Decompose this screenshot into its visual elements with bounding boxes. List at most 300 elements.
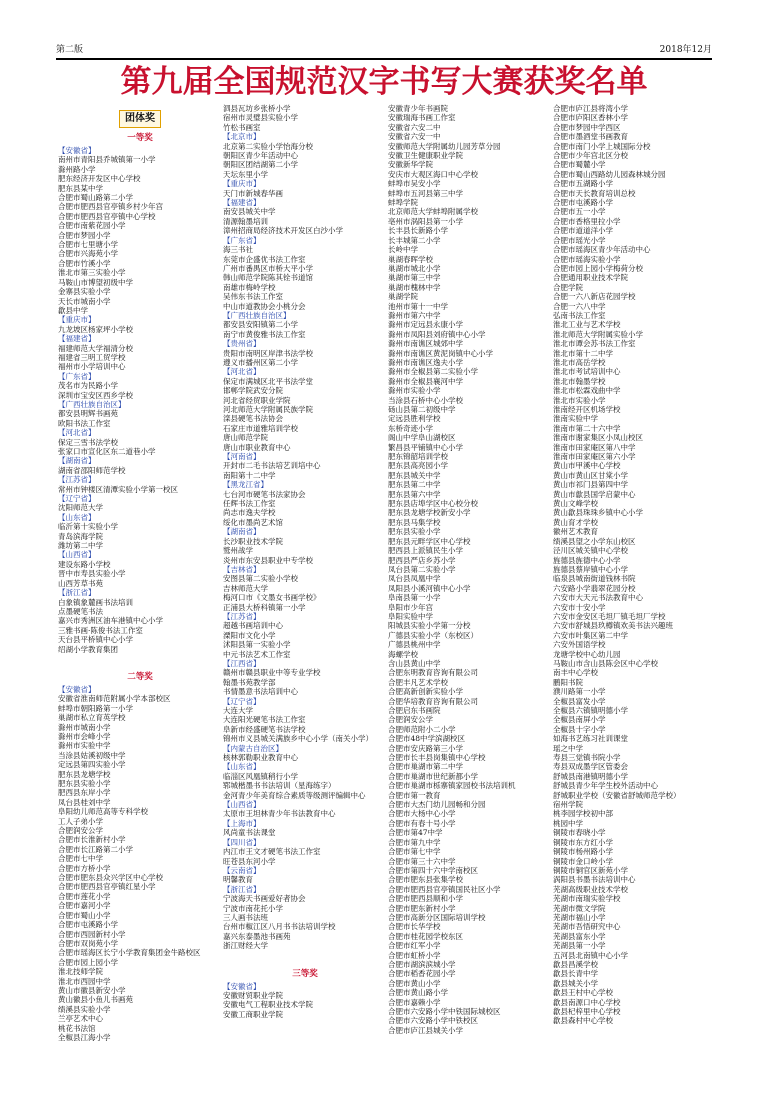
list-second-col2 — [223, 104, 387, 951]
list-item: 六安外国语学校 — [553, 640, 606, 650]
list-item: 肥东县某中学 — [58, 183, 103, 193]
list-item: 歙县杞梓里中心学校 — [553, 1007, 621, 1016]
list-item: 淮北市实验小学 — [553, 395, 606, 405]
list-item: 铜陵市铜官区新苑小学 — [553, 865, 628, 875]
list-item: 绩溪县望之小学东山校区 — [553, 536, 636, 546]
list-item: 绍湖小学教育集团 — [58, 644, 118, 654]
list-item: 合肥市瑶海实验小学 — [553, 254, 621, 264]
list-item: 旌德县蔡岸镇中心小学 — [553, 564, 628, 574]
region-heading: 【广西壮族自治区】 — [58, 399, 126, 409]
list-item: 合肥市南门小学上城国际分校 — [553, 141, 651, 151]
list-item: 清源翰墨培训 — [223, 216, 268, 226]
list-item: 歙县中学 — [58, 305, 88, 315]
list-item: 滁州市南谯区逸夫小学 — [388, 357, 463, 367]
list-item: 合肥市有春十号小学 — [388, 818, 456, 828]
list-item: 临沂第十实验小学 — [58, 522, 118, 532]
region-heading: 【山西省】 — [58, 550, 96, 560]
list-item: 海三书社 — [223, 245, 253, 255]
list-item: 金河青少年美育综合素质等级测评编辑中心 — [223, 790, 366, 800]
region-heading: 【辽宁省】 — [58, 494, 96, 504]
list-item: 滁州路小学 — [58, 164, 96, 174]
list-second-col1 — [58, 685, 222, 1042]
list-item: 淮北技师学院 — [58, 967, 103, 977]
list-item: 合肥市红军小学 — [388, 941, 441, 951]
list-item: 合肥市西园新村小学 — [58, 929, 126, 939]
list-item: 临泉县城南街道钱林书院 — [553, 574, 636, 584]
list-item: 淮北市第十二中学 — [553, 348, 613, 358]
list-item: 风尚童书法课堂 — [223, 828, 276, 838]
list-item: 合肥市黄山路小学 — [388, 988, 448, 998]
list-item: 芜湖市福山小学 — [553, 912, 606, 922]
list-item: 滁州市全椒县襄河中学 — [388, 376, 463, 386]
region-heading: 【江西省】 — [223, 658, 261, 668]
list-item: 合肥市第一教育 — [388, 790, 441, 800]
list-item: 黄山育才学校 — [553, 517, 598, 527]
list-item: 淮北市西园中学 — [58, 976, 111, 986]
list-item: 合肥华培教育咨询有限公司 — [388, 696, 478, 706]
list-item: 滁州市城南小学 — [58, 722, 111, 732]
list-item: 歙县昌溪学校 — [553, 959, 598, 969]
edition-label: 第二版 — [56, 45, 84, 55]
list-item: 合肥市长华学校 — [388, 922, 441, 932]
region-heading: 【安徽省】 — [223, 981, 261, 991]
list-item: 黄山歙县珠珠乡镇中心小学 — [553, 508, 643, 518]
list-item: 合肥市六安路小学中铁国际城校区 — [388, 1007, 501, 1016]
list-item: 都安县明辉书画苑 — [58, 409, 118, 419]
list-item: 全椒县南屏小学 — [553, 715, 606, 725]
list-item: 安徽省淮南师范附属小学本部校区 — [58, 694, 171, 704]
list-item: 郓城楷墨书书法培训（星海练字） — [223, 781, 336, 791]
list-item: 蚌埠市五河县第三中学 — [388, 188, 463, 198]
list-item: 当涂县姑溪初级中学 — [58, 750, 126, 760]
list-item: 合肥市南紫花园小学 — [58, 221, 126, 231]
list-item: 贵阳市南明区岸津书法学校 — [223, 348, 313, 358]
list-item: 安徽省六安一中 — [388, 132, 441, 142]
list-item: 韩山师范学院陈其铨书道馆 — [223, 273, 313, 283]
list-item: 蚌埠学院 — [388, 198, 418, 208]
list-item: 朝阳区青少年活动中心 — [223, 151, 298, 161]
list-item: 合肥市园上园小学 — [58, 957, 118, 967]
list-item: 沈阳师范大学 — [58, 503, 103, 513]
list-item: 全椒县富发小学 — [553, 696, 606, 706]
list-first-col1 — [58, 146, 222, 654]
list-item: 六安市叶集区第二中学 — [553, 630, 628, 640]
list-item: 山西芳草书苑 — [58, 578, 103, 588]
region-heading: 【吉林省】 — [223, 564, 261, 574]
list-item: 核林郭勒职业教育中心 — [223, 753, 298, 763]
list-item: 淮北市高岳学校 — [553, 357, 606, 367]
list-item: 合肥一六八新店花园学校 — [553, 292, 636, 302]
list-item: 滁州市会峰小学 — [58, 731, 111, 741]
list-item: 芜湖市南瑞实验学校 — [553, 894, 621, 904]
list-item: 阜阳市少年宫 — [388, 602, 433, 612]
region-heading: 【辽宁省】 — [223, 696, 261, 706]
list-item: 明馨教育 — [223, 875, 253, 885]
list-item: 欧阳书法工作室 — [58, 418, 111, 428]
page-header — [56, 44, 712, 60]
list-item: 弘南书法工作室 — [553, 310, 606, 320]
list-item: 合肥市方桥小学 — [58, 863, 111, 873]
list-item: 桃花书法馆 — [58, 1023, 96, 1033]
list-item: 阜阳幼儿师范高等专科学校 — [58, 807, 148, 817]
list-item: 濮川路第一小学 — [553, 687, 606, 697]
list-item: 寿县三觉镇书院小学 — [553, 753, 621, 763]
list-item: 南安县城关中学 — [223, 207, 276, 217]
issue-date: 2018年12月 — [659, 45, 712, 55]
list-item: 合肥市少年宫北区分校 — [553, 151, 628, 161]
list-item: 合肥启东书画院 — [388, 706, 441, 715]
region-heading: 【浙江省】 — [58, 588, 96, 598]
list-item: 如海书艺练习社训课堂 — [553, 734, 628, 744]
list-item: 开封市二毛书法培艺训培中心 — [223, 461, 321, 471]
list-item: 中元书法艺术工作室 — [223, 649, 291, 659]
column-2 — [223, 104, 387, 1094]
list-item: 湖南省邵阳师范学校 — [58, 465, 126, 475]
list-item: 合肥市第七中学 — [388, 847, 441, 857]
list-item: 巢湖市私立育英学校 — [58, 713, 126, 723]
list-item: 尚志市逸夫学校 — [223, 508, 276, 518]
region-heading: 【广东省】 — [58, 371, 96, 381]
list-third-col4 — [553, 104, 717, 1026]
list-item: 定远县第四实验小学 — [58, 760, 126, 770]
list-item: 合肥市七里塘小学 — [58, 240, 118, 250]
list-item: 安徽青少年书画院 — [388, 104, 448, 113]
list-item: 中山市道教协会小桃分会 — [223, 301, 306, 311]
list-item: 石家庄市道雅培训学校 — [223, 423, 298, 433]
list-item: 北京第二实验小学怡海分校 — [223, 141, 313, 151]
list-item: 合肥市蜀山路第二小学 — [58, 193, 133, 203]
list-item: 滁州市实验中学 — [58, 741, 111, 751]
list-item: 滁州市凤阳县刘府镇中心小学 — [388, 329, 486, 339]
list-item: 黄山文峰学校 — [553, 499, 598, 509]
list-item: 合肥市蜀山西路幼儿园森林城分园 — [553, 169, 666, 179]
list-item: 当涂县石桥中心小学校 — [388, 395, 463, 405]
list-item: 合肥市高新分区国际培训学校 — [388, 912, 486, 922]
region-heading: 【浙江省】 — [223, 884, 261, 894]
list-item: 宁波市南花托小学 — [223, 903, 283, 913]
list-item: 歙县王村中心学校 — [553, 988, 613, 998]
list-item: 合肥市七中学 — [58, 854, 103, 864]
list-item: 合肥市瑶光小学 — [553, 235, 606, 245]
list-item: 全椒县十字小学 — [553, 724, 606, 734]
list-item: 肥东锦韶培训学校 — [388, 452, 448, 462]
list-item: 合肥市黄山小学 — [388, 978, 441, 988]
list-item: 吉林师范大学 — [223, 583, 268, 593]
list-item: 七台河市硬笔书法家协会 — [223, 489, 306, 499]
section-title: 团体奖 — [58, 106, 222, 128]
list-item: 马鞍山市博望初级中学 — [58, 277, 133, 287]
list-item: 淮北师范大学附属实验小学 — [553, 329, 643, 339]
tier-third-title: 三等奖 — [292, 968, 318, 979]
list-item: 合肥市竹溪小学 — [58, 258, 111, 268]
list-item: 安徽卫生健康职业学院 — [388, 151, 463, 161]
region-heading: 【上海市】 — [223, 818, 261, 828]
list-item: 合肥通用职业技术学院 — [553, 273, 628, 283]
list-item: 淮北工业与艺术学校 — [553, 320, 621, 330]
list-item: 宿州学院 — [553, 800, 583, 810]
region-heading: 【河北省】 — [223, 367, 261, 377]
list-item: 合肥一六八中学 — [553, 301, 606, 311]
list-item: 合肥市庐阳区香林小学 — [553, 113, 628, 123]
list-item: 全椒县江海小学 — [58, 1032, 111, 1042]
list-item: 桃李园学校初中部 — [553, 809, 613, 819]
list-item: 龙塘学校中心幼儿园 — [553, 649, 621, 659]
region-heading: 【重庆市】 — [223, 179, 261, 189]
list-item: 合肥市蜀麓小学 — [553, 160, 606, 170]
list-item: 安徽新华学院 — [388, 160, 433, 170]
list-item: 南阳第十二中学 — [223, 470, 276, 480]
list-item: 巢湖春晖学校 — [388, 254, 433, 264]
list-item: 巢湖市城北小学 — [388, 263, 441, 273]
list-item: 淮南市第二十六中学 — [553, 423, 621, 433]
list-item: 含山县黄山中学 — [388, 658, 441, 668]
list-item: 合肥市五一小学 — [553, 207, 606, 217]
list-item: 合肥市香格里拉小学 — [553, 216, 621, 226]
list-item: 溧阳市文化小学 — [223, 630, 276, 640]
list-item: 长丰城第二小学 — [388, 235, 441, 245]
list-item: 蚌埠市吴安小学 — [388, 179, 441, 189]
list-item: 阳城县实验小学第一分校 — [388, 621, 471, 631]
region-heading: 【北京市】 — [223, 132, 261, 142]
list-item: 合肥市庐江县将湾小学 — [553, 104, 628, 113]
list-item: 长丰县长新路小学 — [388, 226, 448, 236]
list-item: 合肥市梦园小学 — [58, 230, 111, 240]
list-item: 芜湖市吾悟研究中心 — [553, 922, 621, 932]
list-item: 建设东路小学校 — [58, 559, 111, 569]
list-item: 六安市十安小学 — [553, 602, 606, 612]
list-item: 绩溪县实验小学 — [58, 1004, 111, 1014]
list-item: 阜新市经盛硬笔书法学校 — [223, 724, 306, 734]
region-heading: 【福建省】 — [223, 198, 261, 208]
list-item: 合肥市稻香花园小学 — [388, 969, 456, 979]
list-item: 合肥市嘉赖小学 — [388, 997, 441, 1007]
list-item: 合肥市巢湖市栎寨镇家园校书法培训机 — [388, 781, 516, 791]
list-item: 白象镇象麓画书法培训 — [58, 597, 133, 607]
award-columns — [58, 104, 714, 1094]
list-item: 滁州市实验小学 — [388, 386, 441, 396]
list-item: 合肥市五湖路小学 — [553, 179, 613, 189]
region-heading: 【贵州省】 — [223, 339, 261, 349]
list-item: 旺苍县东河小学 — [223, 856, 276, 866]
region-heading: 【河南省】 — [223, 452, 261, 462]
list-item: 保定市满城区北平书法学堂 — [223, 376, 313, 386]
list-item: 合肥市屯溪路小学 — [58, 920, 118, 930]
list-item: 晋中市寿县实验小学 — [58, 569, 126, 579]
list-item: 肥西县上派镇民生小学 — [388, 546, 463, 556]
list-item: 合肥市巢湖市第二中学 — [388, 762, 463, 772]
list-item: 六安市大天元书法教育中心 — [553, 593, 643, 603]
list-item: 凤台县凤凰中学 — [388, 574, 441, 584]
list-item: 九龙坡区杨家坪小学校 — [58, 324, 133, 334]
list-item: 歙县森村中心学校 — [553, 1016, 613, 1026]
list-item: 三人画书法班 — [223, 912, 268, 922]
list-item: 合肥市湖滨滨城小学 — [388, 959, 456, 969]
list-item: 合肥市虹桥小学 — [388, 950, 441, 960]
list-item: 漳州招商局经济技术开发区白沙小学 — [223, 226, 343, 236]
list-item: 淮南市田家庵区第八中学 — [553, 442, 636, 452]
list-item: 淮南经开区机场学校 — [553, 405, 621, 414]
list-item: 合肥市园上园小学梅荷分校 — [553, 263, 643, 273]
list-item: 舒城县南港镇明德小学 — [553, 771, 628, 781]
list-item: 芜湖市微文学院 — [553, 903, 606, 913]
list-item: 阜阳实验中学 — [388, 611, 433, 621]
list-item: 福建省三明工贸学校 — [58, 352, 126, 362]
list-item: 宿州市灵璧县实验小学 — [223, 113, 298, 123]
list-item: 河北省经贸职业学院 — [223, 395, 291, 405]
list-item: 宁波海天书画爱好者协会 — [223, 894, 306, 904]
list-item: 桃园中学 — [553, 818, 583, 828]
list-item: 涡阳县书墨书法培训中心 — [553, 875, 636, 885]
list-item: 合肥市肥西县官亭镇乡村少年宫 — [58, 202, 163, 212]
list-item: 吴伟东书法工作室 — [223, 292, 283, 302]
list-item: 安徽省六安二中 — [388, 122, 441, 132]
list-third-col3 — [388, 104, 552, 1035]
list-item: 淮南市谢家集区小凤山校区 — [553, 433, 643, 443]
list-item: 泗县瓦坊乡张桥小学 — [223, 104, 291, 113]
list-item: 滁州市第六中学 — [388, 310, 441, 320]
list-item: 合肥市长淮新村小学 — [58, 835, 126, 845]
list-item: 肥东县高亮园小学 — [388, 461, 448, 471]
list-item: 芜湖县富东小学 — [553, 931, 606, 941]
list-item: 三雅书画·陈俊书法工作室 — [58, 625, 143, 635]
list-item: 保定三雪书法学校 — [58, 437, 118, 447]
list-item: 安徽师范大学附属幼儿园芳草分园 — [388, 141, 501, 151]
region-heading: 【湖南省】 — [223, 527, 261, 537]
region-heading: 【湖南省】 — [58, 456, 96, 466]
list-item: 台州市椒江区八月书书法培训学校 — [223, 922, 336, 932]
page-title: 第九届全国规范汉字书写大赛获奖名单 — [120, 64, 648, 100]
list-item: 合肥丰凡艺术学校 — [388, 677, 448, 687]
list-item: 黄山市祁门县第四中学 — [553, 480, 628, 490]
list-item: 南宁市黄俊雅书法工作室 — [223, 329, 306, 339]
column-1 — [58, 104, 222, 1094]
list-item: 旌德县旌德中心小学 — [553, 555, 621, 565]
region-heading: 【黑龙江省】 — [223, 480, 268, 490]
list-item: 合肥市肥东县众兴学区中心学校 — [58, 873, 163, 883]
list-item: 都安县安阳镇第二小学 — [223, 320, 298, 330]
list-item: 海螺学校 — [388, 649, 418, 659]
region-heading: 【广东省】 — [223, 235, 261, 245]
region-heading: 【内蒙古自治区】 — [223, 743, 283, 753]
list-item: 滁州市南谯区城郊中学 — [388, 339, 463, 349]
list-item: 歙县长青中学 — [553, 969, 598, 979]
list-item: 滁州市全椒县第二实验小学 — [388, 367, 478, 377]
list-item: 肥东县实验小学 — [58, 779, 111, 788]
list-item: 合肥市肥西县官亭镇中心学校 — [58, 211, 156, 221]
list-item: 合肥市大杨中心小学 — [388, 809, 456, 819]
list-item: 合肥市双岗苑小学 — [58, 938, 118, 948]
list-item: 淮南市田家庵区第六小学 — [553, 452, 636, 462]
list-item: 铜陵市春晓小学 — [553, 828, 606, 838]
region-heading: 【江苏省】 — [58, 475, 96, 485]
list-item: 北京师范大学蚌埠附属学校 — [388, 207, 478, 217]
list-item: 广德县桃州中学 — [388, 640, 441, 650]
list-item: 张家口市宣化区东二道巷小学 — [58, 447, 156, 456]
list-item: 铜陵市东方红小学 — [553, 837, 613, 847]
column-4 — [553, 104, 717, 1094]
list-item: 泾川区城关镇中心学校 — [553, 546, 628, 556]
list-item: 六安路小学翡翠花园分校 — [553, 583, 636, 593]
list-item: 天坛东里小学 — [223, 169, 268, 179]
list-item: 淮北市第三实验小学 — [58, 268, 126, 278]
list-item: 铜陵市金口岭小学 — [553, 856, 613, 866]
list-item: 肥东县店埠学区中心校分校 — [388, 499, 478, 509]
list-item: 安庆市大观区海口中心学校 — [388, 169, 478, 179]
list-item: 黄山市歙县国学启蒙中心 — [553, 489, 636, 499]
list-item: 内江市王文才硬笔书法工作室 — [223, 847, 321, 857]
list-item: 合肥市莲花小学 — [58, 891, 111, 901]
list-item: 合肥市第四十六中学南校区 — [388, 865, 478, 875]
list-item: 鹏阳书院 — [553, 677, 583, 687]
list-item: 肥西县东岸小学 — [58, 788, 111, 798]
region-heading: 【安徽省】 — [58, 146, 96, 155]
list-item: 巢湖市第三中学 — [388, 273, 441, 283]
region-heading: 【山东省】 — [58, 512, 96, 522]
list-item: 徽州艺术教育 — [553, 527, 598, 537]
list-item: 寿县双成墨学区管委会 — [553, 762, 628, 772]
list-item: 合肥市梦园中学西区 — [553, 122, 621, 132]
list-item: 马鞍山市含山县陈会区中心学校 — [553, 658, 658, 668]
list-item: 正浦县大桥科镇第一小学 — [223, 602, 306, 612]
list-item: 合肥高新创新实验小学 — [388, 687, 463, 697]
list-third-col2 — [223, 982, 387, 1020]
list-item: 遵义市播州区第二小学 — [223, 357, 298, 367]
list-item: 合肥市庐江县城关小学 — [388, 1025, 463, 1035]
list-item: 肥东县实验小学 — [388, 527, 441, 537]
list-item: 芜湖高级职业技术学校 — [553, 884, 628, 894]
list-item: 青岛滨海学院 — [58, 531, 103, 541]
list-item: 合肥市六安路小学中铁校区 — [388, 1016, 478, 1026]
list-item: 黄山市甲溪中心学校 — [553, 461, 621, 471]
list-item: 舒城县青少年学生校外活动中心 — [553, 781, 658, 791]
list-item: 大连大学 — [223, 706, 253, 715]
list-item: 合肥市安庆路第三小学 — [388, 743, 463, 753]
list-item: 舒城职业学校（安徽省舒城师范学校） — [553, 790, 681, 800]
list-item: 合肥学院 — [553, 282, 583, 292]
list-item: 安徽工商职业学院 — [223, 1009, 283, 1019]
region-heading: 【广西壮族自治区】 — [223, 310, 291, 320]
list-item: 安徽瑞海书画工作室 — [388, 113, 456, 123]
list-item: 亳州市涡阳县第一小学 — [388, 216, 463, 226]
region-heading: 【重庆市】 — [58, 315, 96, 325]
region-heading: 【山西省】 — [223, 800, 261, 810]
list-item: 福建师范大学福清分校 — [58, 343, 133, 353]
list-item: 肥东县马集学校 — [388, 517, 441, 527]
list-item: 锦州市义县城关满族乡中心小学（南关小学） — [223, 734, 373, 744]
list-item: 梅河口市《文墨女书画学校》 — [223, 593, 321, 603]
list-item: 安徽财贸职业学院 — [223, 990, 283, 1000]
region-heading: 【江苏省】 — [223, 611, 261, 621]
list-item: 书情墨意书法培训中心 — [223, 687, 298, 697]
list-item: 长沙职业技术学院 — [223, 536, 283, 546]
list-item: 鹫州战学 — [223, 546, 253, 556]
list-item: 唐山师范学院 — [223, 433, 268, 443]
list-item: 肥西县严店乡苏小学 — [388, 555, 456, 565]
list-item: 大连阳光硬笔书法工作室 — [223, 715, 306, 725]
list-item: 天长市城南小学 — [58, 296, 111, 306]
list-item: 合肥市肥东新村小学 — [388, 903, 456, 913]
list-item: 嘉兴市秀洲区油车港镇中心小学 — [58, 616, 163, 626]
list-item: 瑶之中学 — [553, 743, 583, 753]
list-item: 点墨硬笔书法 — [58, 606, 103, 616]
list-item: 超越书画培训中心 — [223, 621, 283, 631]
list-item: 淮北市松霖戏曲中学 — [553, 386, 621, 396]
list-item: 巢湖学院 — [388, 292, 418, 302]
list-item: 临淄区风凰镇稍行小学 — [223, 771, 298, 781]
list-item: 凤台县桂刘中学 — [58, 797, 111, 807]
list-item: 安徽电气工程职业技术学院 — [223, 1000, 313, 1010]
list-item: 凤阳县小溪河镇中心小学 — [388, 583, 471, 593]
